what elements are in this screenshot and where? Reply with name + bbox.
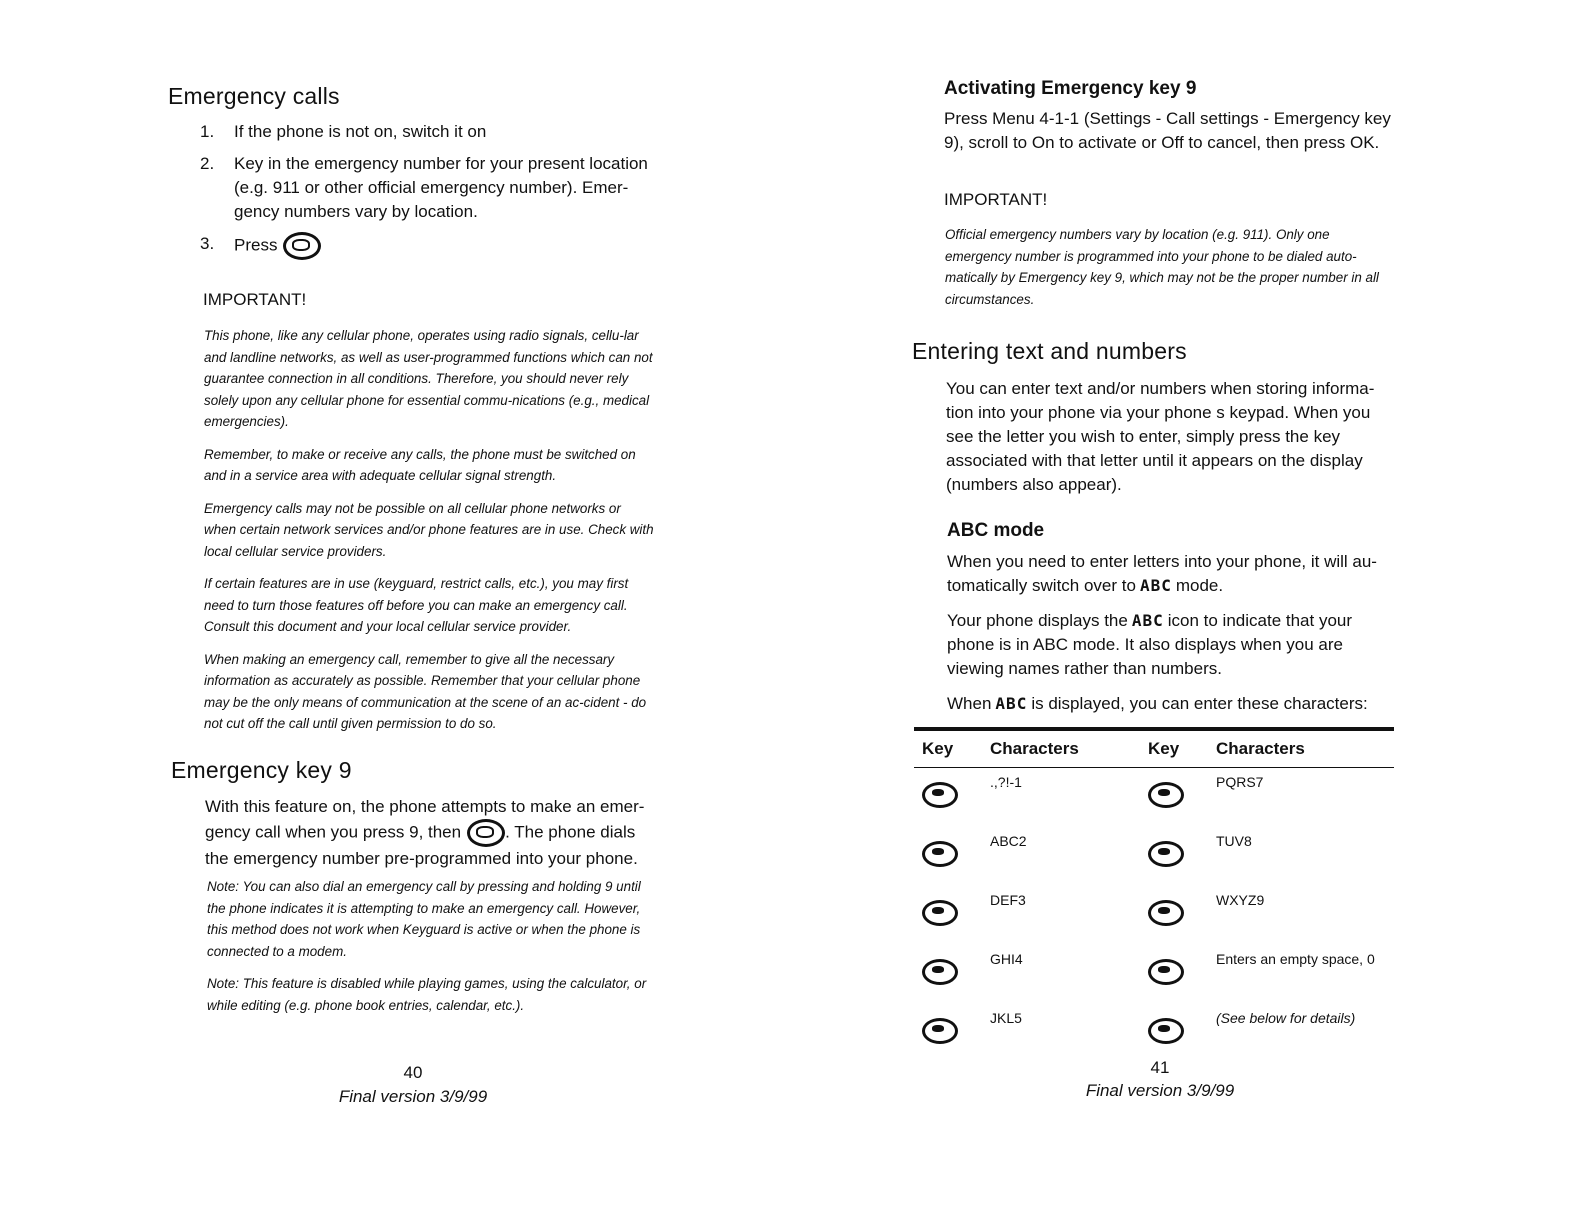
key-cell (1140, 886, 1208, 945)
characters-cell: (See below for details) (1216, 1010, 1356, 1026)
important-paragraph: Remember, to make or receive any calls, the phone must be switched on and in a service area with adequate cellular signal strength. (204, 446, 636, 483)
column-header: Characters (1208, 729, 1394, 768)
page-number: 40 (403, 1063, 423, 1082)
key-cell (1140, 768, 1208, 828)
key-9-icon (1148, 900, 1184, 926)
key-7-icon (1148, 782, 1184, 808)
character-table (914, 727, 1394, 1063)
key-cell (914, 945, 982, 1004)
key-cell (914, 1004, 982, 1063)
abc-mode-icon: ABC (1139, 576, 1172, 595)
abc-text: is displayed, you can enter these characters: (1031, 694, 1368, 713)
abc-paragraph (947, 550, 1392, 598)
table-row (914, 886, 1394, 945)
abc-mode-icon: ABC (1131, 611, 1164, 630)
abc-paragraph (947, 609, 1392, 681)
table-row (914, 768, 1394, 828)
important-paragraph: Emergency calls may not be possible on all cellular phone networks or when certain network services and/or phone features are in use. Check with local cellular service providers. (204, 500, 654, 559)
list-item (200, 120, 670, 144)
column-header: Characters (982, 729, 1140, 768)
key-6-icon (1148, 1018, 1184, 1044)
important-paragraph: If certain features are in use (keyguard, restrict calls, etc.), you may first need to turn those features off before you can make an emergency call. Consult this document and your local cellular service provider. (204, 576, 629, 634)
list-item (200, 152, 670, 224)
important-label: IMPORTANT! (944, 190, 1048, 209)
table-row (914, 827, 1394, 886)
version-footer: Final version 3/9/99 (1085, 1081, 1235, 1100)
characters-cell: Enters an empty space, 0 (1216, 951, 1375, 967)
notes-block (207, 876, 657, 1027)
emergency-calls-heading: Emergency calls (168, 83, 340, 109)
step-number: 3. (200, 234, 215, 253)
talk-key-icon (283, 232, 321, 260)
column-header: Key (1140, 729, 1208, 768)
entering-heading: Entering text and numbers (912, 338, 1187, 364)
activating-text: Press Menu 4-1-1 (Settings - Call settings - Emergency key 9), scroll to On to activate or Off to cancel, then press OK. (944, 109, 1391, 152)
step-text: Key in the emergency number for your present location (e.g. 911 or other official emergency number). Emer-gency numbers vary by location. (234, 154, 648, 221)
list-item (200, 232, 670, 260)
column-header: Key (914, 729, 982, 768)
right-page (792, 0, 1584, 1224)
key-cell (1140, 945, 1208, 1004)
note-paragraph: Note: This feature is disabled while playing games, using the calculator, or while editing (e.g. phone book entries, calendar, etc.). (207, 976, 647, 1013)
abc-text: When you need to enter letters into your phone, it will au-tomatically switch over to (947, 552, 1377, 595)
characters-cell: GHI4 (990, 951, 1023, 967)
note-paragraph: Note: You can also dial an emergency call by pressing and holding 9 until the phone indicates it is attempting to make an emergency call. However, this method does not work when Keyguard is active or when the phone is connected to a modem. (207, 879, 641, 959)
step-number: 2. (200, 154, 215, 173)
key-cell (1140, 1004, 1208, 1063)
characters-cell: PQRS7 (1216, 774, 1264, 790)
important-paragraph: This phone, like any cellular phone, operates using radio signals, cellu-lar and landline networks, as well as user-programmed functions which can not guarantee connection in all conditions. Therefore, you should never rely solely upon any cellular phone for essential commu-nications (e.g., medical emergencies). (204, 328, 653, 429)
talk-key-icon (467, 819, 505, 847)
step-number: 1. (200, 122, 215, 141)
abc-text: When (947, 694, 992, 713)
key-5-icon (922, 1018, 958, 1044)
key-cell (914, 886, 982, 945)
abc-mode-icon: ABC (995, 694, 1028, 713)
abc-text: mode. (1175, 576, 1224, 595)
abc-text: icon to indicate that your phone is in ABC mode. It also displays when you are viewing names rather than numbers. (947, 611, 1353, 678)
key-cell (914, 827, 982, 886)
key-cell (1140, 827, 1208, 886)
step-text: Press (234, 235, 278, 255)
version-footer: Final version 3/9/99 (338, 1087, 488, 1106)
key-2-icon (922, 841, 958, 867)
entering-text: You can enter text and/or numbers when storing informa-tion into your phone via your phone s keypad. When you see the letter you wish to enter, simply press the key associated with that letter until it appears on the display (numbers also appear). (946, 379, 1375, 494)
table-header-row (914, 729, 1394, 768)
important-text: Official emergency numbers vary by location (e.g. 911). Only one emergency number is programmed into your phone to be dialed auto-matically by Emergency key 9, which may not be the proper number in all circumstances. (945, 227, 1379, 307)
characters-cell: .,?!-1 (990, 774, 1022, 790)
key-1-icon (922, 782, 958, 808)
characters-cell: ABC2 (990, 833, 1027, 849)
key9-text: . The phone dials the emergency number pre-programmed into your phone. (205, 822, 638, 868)
key-3-icon (922, 900, 958, 926)
abc-paragraph (947, 692, 1392, 716)
key-0-icon (1148, 959, 1184, 985)
abc-mode-text (947, 550, 1392, 727)
abc-text: Your phone displays the (947, 611, 1128, 630)
table-row (914, 1004, 1394, 1063)
important-paragraph: When making an emergency call, remember to give all the necessary information as accurately as possible. Remember that your cellular phone may be the only means of communication at the scene of an ac-cident - do not cut off the call until given permission to do so. (204, 651, 647, 731)
characters-cell: WXYZ9 (1216, 892, 1265, 908)
emergency-key9-heading: Emergency key 9 (171, 757, 352, 783)
key-8-icon (1148, 841, 1184, 867)
key9-text: With this feature on, the phone attempts to make an emer-gency call when you press 9, then (205, 797, 645, 842)
characters-cell: DEF3 (990, 892, 1026, 908)
important-label: IMPORTANT! (203, 290, 307, 309)
page-number: 41 (1150, 1058, 1170, 1077)
key9-description (205, 795, 655, 871)
abc-mode-heading: ABC mode (947, 520, 1045, 541)
activating-heading: Activating Emergency key 9 (944, 78, 1197, 99)
table-row (914, 945, 1394, 1004)
key-4-icon (922, 959, 958, 985)
characters-cell: JKL5 (990, 1010, 1022, 1026)
steps-list (200, 120, 670, 268)
key-cell (914, 768, 982, 828)
characters-cell: TUV8 (1216, 833, 1252, 849)
important-block (204, 325, 654, 746)
step-text: If the phone is not on, switch it on (234, 122, 487, 141)
